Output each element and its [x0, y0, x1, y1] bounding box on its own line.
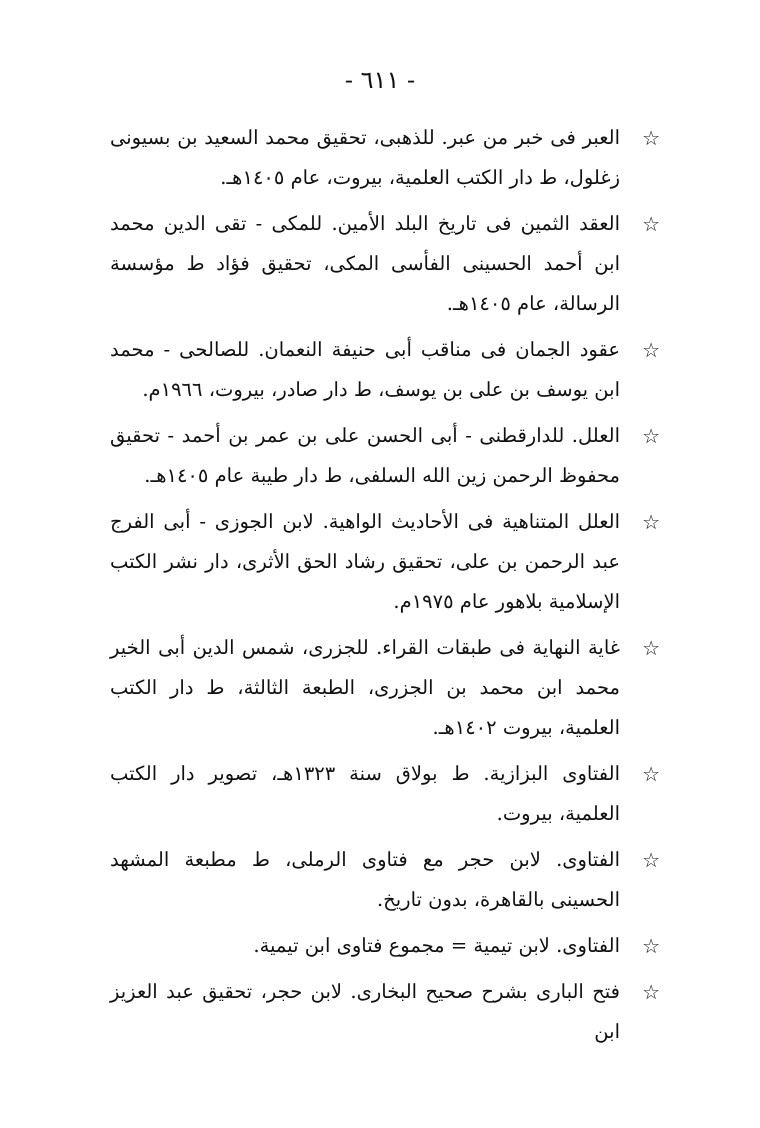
entry-text: الفتاوى. لابن حجر مع فتاوى الرملى، ط مطبعة المشهد الحسينى بالقاهرة، بدون تاريخ.: [110, 848, 620, 911]
entry-text: الفتاوى. لابن تيمية = مجموع فتاوى ابن تيمية.: [253, 934, 620, 957]
entry-text: عقود الجمان فى مناقب أبى حنيفة النعمان. للصالحى - محمد ابن يوسف بن على بن يوسف، ط دار صادر، بيروت، ١٩٦٦م.: [110, 338, 620, 401]
entry-text: الفتاوى البزازية. ط بولاق سنة ١٣٢٣هـ، تصوير دار الكتب العلمية، بيروت.: [110, 762, 620, 825]
star-icon: ☆: [642, 934, 660, 958]
star-icon: ☆: [642, 762, 660, 786]
bibliography-entry: [110, 972, 700, 1052]
bibliography-entry: [110, 840, 700, 920]
bibliography-entry: [110, 118, 700, 198]
star-icon: ☆: [642, 424, 660, 448]
bibliography-entry: [110, 754, 700, 834]
star-icon: ☆: [642, 980, 660, 1004]
star-icon: ☆: [642, 636, 660, 660]
bibliography-entry: [110, 330, 700, 410]
entry-text: العلل. للدارقطنى - أبى الحسن على بن عمر بن أحمد - تحقيق محفوظ الرحمن زين الله السلفى، ط دار طيبة عام ١٤٠٥هـ.: [110, 424, 620, 487]
star-icon: ☆: [642, 510, 660, 534]
bibliography-entry: [110, 204, 700, 324]
entry-text: العقد الثمين فى تاريخ البلد الأمين. للمكى - تقى الدين محمد ابن أحمد الحسينى الفأسى المكى، تحقيق فؤاد ط مؤسسة الرسالة، عام ١٤٠٥هـ.: [110, 212, 620, 315]
bibliography-list: [110, 118, 700, 1058]
star-icon: ☆: [642, 126, 660, 150]
bibliography-entry: [110, 416, 700, 496]
star-icon: ☆: [642, 212, 660, 236]
entry-text: غاية النهاية فى طبقات القراء. للجزرى، شمس الدين أبى الخير محمد ابن محمد بن الجزرى، الطبعة الثالثة، ط دار الكتب العلمية، بيروت ١٤٠٢هـ.: [110, 636, 620, 739]
star-icon: ☆: [642, 848, 660, 872]
entry-text: فتح البارى بشرح صحيح البخارى. لابن حجر، تحقيق عبد العزيز ابن: [110, 980, 620, 1043]
entry-text: العبر فى خبر من عبر. للذهبى، تحقيق محمد السعيد بن بسيونى زغلول، ط دار الكتب العلمية، بيروت، عام ١٤٠٥هـ.: [110, 126, 620, 189]
bibliography-entry: [110, 926, 700, 966]
bibliography-entry: [110, 502, 700, 622]
bibliography-entry: [110, 628, 700, 748]
entry-text: العلل المتناهية فى الأحاديث الواهية. لابن الجوزى - أبى الفرج عبد الرحمن بن على، تحقيق رشاد الحق الأثرى، دار نشر الكتب الإسلامية بلاهور عام ١٩٧٥م.: [110, 510, 620, 613]
page-number: - ٦١١ -: [344, 66, 416, 94]
star-icon: ☆: [642, 338, 660, 362]
